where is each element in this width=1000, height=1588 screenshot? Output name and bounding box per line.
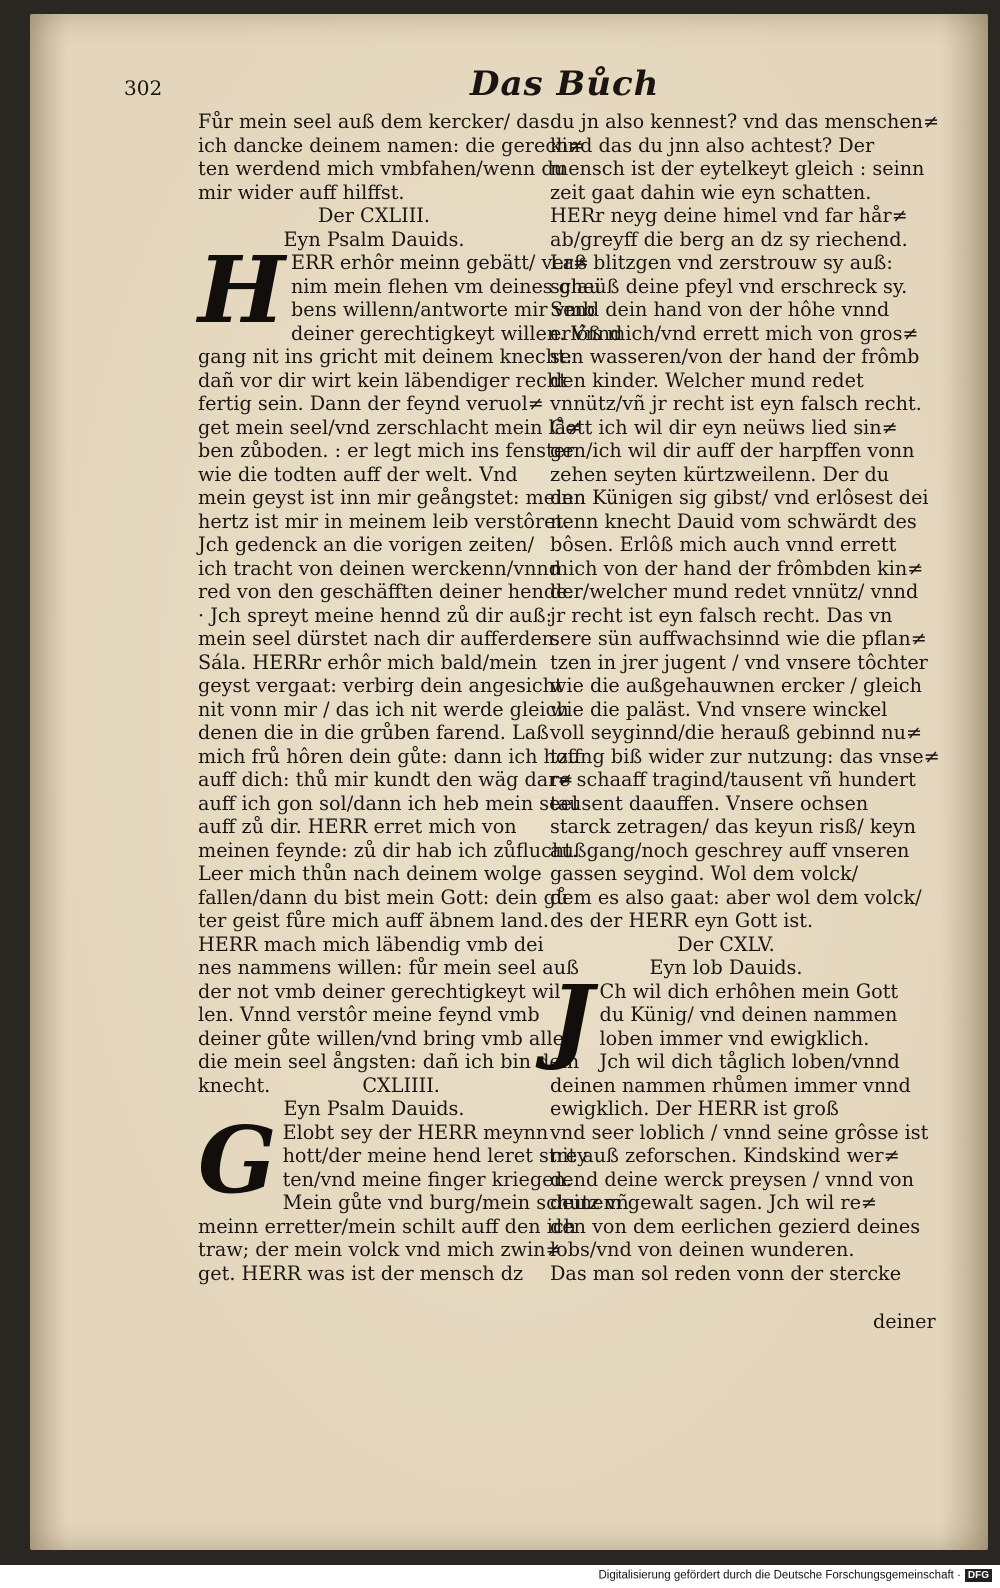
text-line: jr recht ist eyn falsch recht. Das vn	[550, 603, 893, 627]
text-line: ten/vnd meine finger kriegen.	[282, 1167, 572, 1191]
text-line: Elobt sey der HERR meynn	[282, 1120, 549, 1144]
text-line: nit vonn mir / das ich nit werde gleich	[198, 697, 569, 721]
left-lines-b	[198, 321, 623, 1074]
text-line: deinem gewalt sagen. Jch wil re≠	[550, 1191, 878, 1214]
text-line: gang nit ins gricht mit deinem knecht:	[198, 345, 573, 368]
psalm-144-subheading: Eyn Psalm Dauids.	[283, 1097, 465, 1120]
text-line: len. Vnnd verstôr meine feynd vmb	[198, 1003, 540, 1026]
catchword: deiner	[873, 1310, 936, 1333]
text-line: nenn knecht Dauid vom schwärdt des	[550, 509, 917, 533]
text-line: starck zetragen/ das keyun risß/ keyn	[550, 815, 917, 838]
text-line: Mein gůte vnd burg/mein schutz vñ	[282, 1191, 629, 1214]
running-head: Das Bůch	[470, 64, 660, 104]
text-line: mein geyst ist inn mir geångstet: meinn	[198, 486, 586, 509]
text-line: den kinder. Welcher mund redet	[550, 368, 864, 392]
text-line: denen die in die grůben farend. Laß	[198, 721, 549, 744]
text-line: ter geist fůre mich auff äbnem land.	[198, 909, 549, 932]
drop-cap-h: H	[198, 236, 285, 344]
text-line: die mein seel ångsten: dañ ich bin dein	[198, 1050, 580, 1073]
text-line: der not vmb deiner gerechtigkeyt wil	[198, 979, 561, 1003]
page-number: 302	[124, 76, 163, 100]
text-line: nes nammens willen: fůr mein seel auß	[198, 956, 579, 979]
left-column	[198, 110, 629, 1285]
text-line: deiner gerechtigkeyt willen. Vnnd	[290, 321, 623, 345]
text-line: gassen seygind. Wol dem volck/	[550, 862, 859, 885]
text-line: re schaaff tragind/tausent vñ hundert	[550, 768, 916, 791]
text-line: mich von der hand der frômbden kin≠	[550, 556, 924, 580]
text-line: meinen feynde: zů dir hab ich zůflucht.	[198, 838, 579, 862]
text-line: deiner gůte willen/vnd bring vmb alle	[198, 1026, 564, 1050]
text-line: Sála. HERRr erhôr mich bald/mein	[198, 650, 538, 674]
psalm-144-heading: CXLIIII.	[362, 1073, 440, 1097]
right-column	[550, 110, 940, 1285]
left-lines-a	[198, 110, 585, 204]
text-line: Gott ich wil dir eyn neüws lied sin≠	[550, 415, 898, 439]
text-line: traw; der mein volck vnd mich zwin≠	[198, 1238, 562, 1261]
drop-cap-g: G	[198, 1105, 277, 1214]
right-lines-b	[550, 1050, 929, 1285]
text-line: mein seel dürstet nach dir aufferden.	[198, 627, 561, 650]
text-line: · Jch spreyt meine hennd zů dir auß:	[198, 603, 553, 627]
text-line: außgang/noch geschrey auff vnseren	[550, 838, 910, 862]
text-line: nit auß zeforschen. Kindskind wer≠	[550, 1144, 900, 1167]
book-page	[30, 14, 988, 1550]
digitization-credit	[580, 1569, 992, 1582]
text-line: auff ich gon sol/dann ich heb mein seel	[198, 791, 578, 815]
text-line: Das man sol reden vonn der stercke	[550, 1261, 902, 1285]
text-line: scheüß deine pfeyl vnd erschreck sy.	[550, 274, 908, 298]
psalm-145-subheading: Eyn lob Dauids.	[649, 956, 803, 979]
text-line: der/welcher mund redet vnnütz/ vnnd	[550, 580, 919, 603]
text-line: du Künig/ vnd deinen nammen	[599, 1003, 898, 1026]
psalm-145-heading: Der CXLV.	[677, 932, 775, 956]
text-line: ewigklich. Der HERR ist groß	[550, 1097, 839, 1120]
text-line: tzen in jrer jugent / vnd vnsere tôchter	[550, 650, 928, 674]
text-line: get. HERR was ist der mensch dz	[198, 1261, 524, 1285]
text-line: Ch wil dich erhôhen mein Gott	[599, 979, 899, 1003]
text-line: tausent daauffen. Vnsere ochsen	[550, 791, 869, 815]
text-line: hertz ist mir in meinem leib verstôret.	[198, 509, 570, 533]
text-line: fallen/dann du bist mein Gott: dein gů	[198, 885, 569, 909]
text-line: auff dich: thů mir kundt den wäg dar≠	[198, 768, 574, 791]
text-line: ab/greyff die berg an dz sy riechend.	[550, 227, 908, 251]
text-line: kind das du jnn also achtest? Der	[550, 133, 875, 157]
text-line: den Künigen sig gibst/ vnd erlôsest dei	[550, 486, 929, 509]
psalm-143-heading: Der CXLIII.	[318, 204, 430, 227]
drop-cap-j: J	[550, 964, 594, 1073]
text-line-start: knecht.	[198, 1073, 271, 1097]
text-line: tzung biß wider zur nutzung: das vnse≠	[550, 744, 940, 768]
text-line: mir wider auff hilffst.	[198, 180, 405, 204]
text-line: lobs/vnd von deinen wunderen.	[550, 1238, 855, 1261]
text-line: dem es also gaat: aber wol dem volck/	[550, 885, 922, 909]
text-line: geyst vergaat: verbirg dein angesicht	[198, 674, 563, 697]
text-line: wie die außgehauwnen ercker / gleich	[550, 674, 922, 697]
text-line: loben immer vnd ewigklich.	[599, 1026, 870, 1050]
text-line: sen wasseren/von der hand der frômb	[550, 345, 920, 368]
text-line: fertig sein. Dann der feynd veruol≠	[198, 392, 544, 415]
text-line: get mein seel/vnd zerschlacht mein lå≠	[198, 415, 583, 439]
text-line: mich frů hôren dein gůte: dann ich hoff	[198, 744, 582, 768]
text-line: Leer mich thůn nach deinem wolge	[198, 862, 542, 885]
text-line: gen/ich wil dir auff der harpffen vonn	[550, 439, 915, 462]
text-line: dend deine werck preysen / vnnd von	[550, 1167, 914, 1191]
text-line: bens willenn/antworte mir vmb	[290, 298, 595, 321]
text-line: ben zůboden. : er legt mich ins fenster	[198, 439, 575, 462]
text-line: dañ vor dir wirt kein läbendiger recht	[198, 368, 567, 392]
text-line: zeit gaat dahin wie eyn schatten.	[550, 180, 872, 204]
text-line: den von dem eerlichen gezierd deines	[550, 1214, 921, 1238]
text-line: hott/der meine hend leret strey	[282, 1144, 588, 1167]
text-line: des der HERR eyn Gott ist.	[550, 909, 814, 932]
text-line: HERr neyg deine himel vnd far hår≠	[550, 204, 908, 227]
psalm-143-subheading: Eyn Psalm Dauids.	[283, 227, 465, 251]
right-lines-a	[550, 110, 940, 933]
text-line: du jn also kennest? vnd das menschen≠	[550, 110, 940, 133]
text-line: vnd seer loblich / vnnd seine grôsse ist	[550, 1120, 929, 1144]
text-line: erlôß mich/vnd errett mich von gros≠	[550, 321, 919, 345]
text-line: wie die todten auff der welt. Vnd	[198, 462, 518, 486]
text-line: Send dein hand von der hôhe vnnd	[550, 298, 890, 321]
text-line: wie die paläst. Vnd vnsere winckel	[550, 697, 888, 721]
text-line: ERR erhôr meinn gebätt/ ver≠	[290, 251, 589, 274]
text-line: bôsen. Erlôß mich auch vnnd errett	[550, 533, 897, 556]
text-line: ten werdend mich vmbfahen/wenn du	[198, 157, 567, 180]
text-line: vnnütz/vñ jr recht ist eyn falsch recht.	[550, 392, 922, 415]
dfg-logo-icon: DFG	[965, 1569, 992, 1582]
text-line: zehen seyten kürtzweilenn. Der du	[550, 462, 890, 486]
credit-text: Digitalisierung gefördert durch die Deutsche Forschungsgemeinschaft ·	[598, 1569, 961, 1582]
text-line: red von den geschäfften deiner hende.	[198, 580, 574, 603]
text-line: meinn erretter/mein schilt auff den ich	[198, 1214, 577, 1238]
text-line: Jch wil dich tåglich loben/vnnd	[599, 1050, 900, 1073]
psalm-144-heading-line	[198, 1074, 550, 1098]
text-line: voll seyginnd/die herauß gebinnd nu≠	[550, 721, 923, 744]
text-line: nim mein flehen vm deines glau	[290, 274, 601, 298]
text-line: mensch ist der eytelkeyt gleich : seinn	[550, 157, 925, 180]
text-line: Fůr mein seel auß dem kercker/ das	[198, 110, 550, 133]
text-line: Laß blitzgen vnd zerstrouw sy auß:	[550, 251, 893, 274]
text-line: auff zů dir. HERR erret mich von	[198, 815, 517, 838]
text-line: sere sün auffwachsinnd wie die pflan≠	[550, 627, 927, 650]
text-line: ich dancke deinem namen: die gerech≠	[198, 133, 585, 157]
text-line: HERR mach mich läbendig vmb dei	[198, 932, 544, 956]
text-line: deinen nammen rhůmen immer vnnd	[550, 1073, 911, 1097]
text-line: Jch gedenck an die vorigen zeiten/	[198, 533, 535, 556]
text-line: ich tracht von deinen werckenn/vnnd	[198, 556, 562, 580]
